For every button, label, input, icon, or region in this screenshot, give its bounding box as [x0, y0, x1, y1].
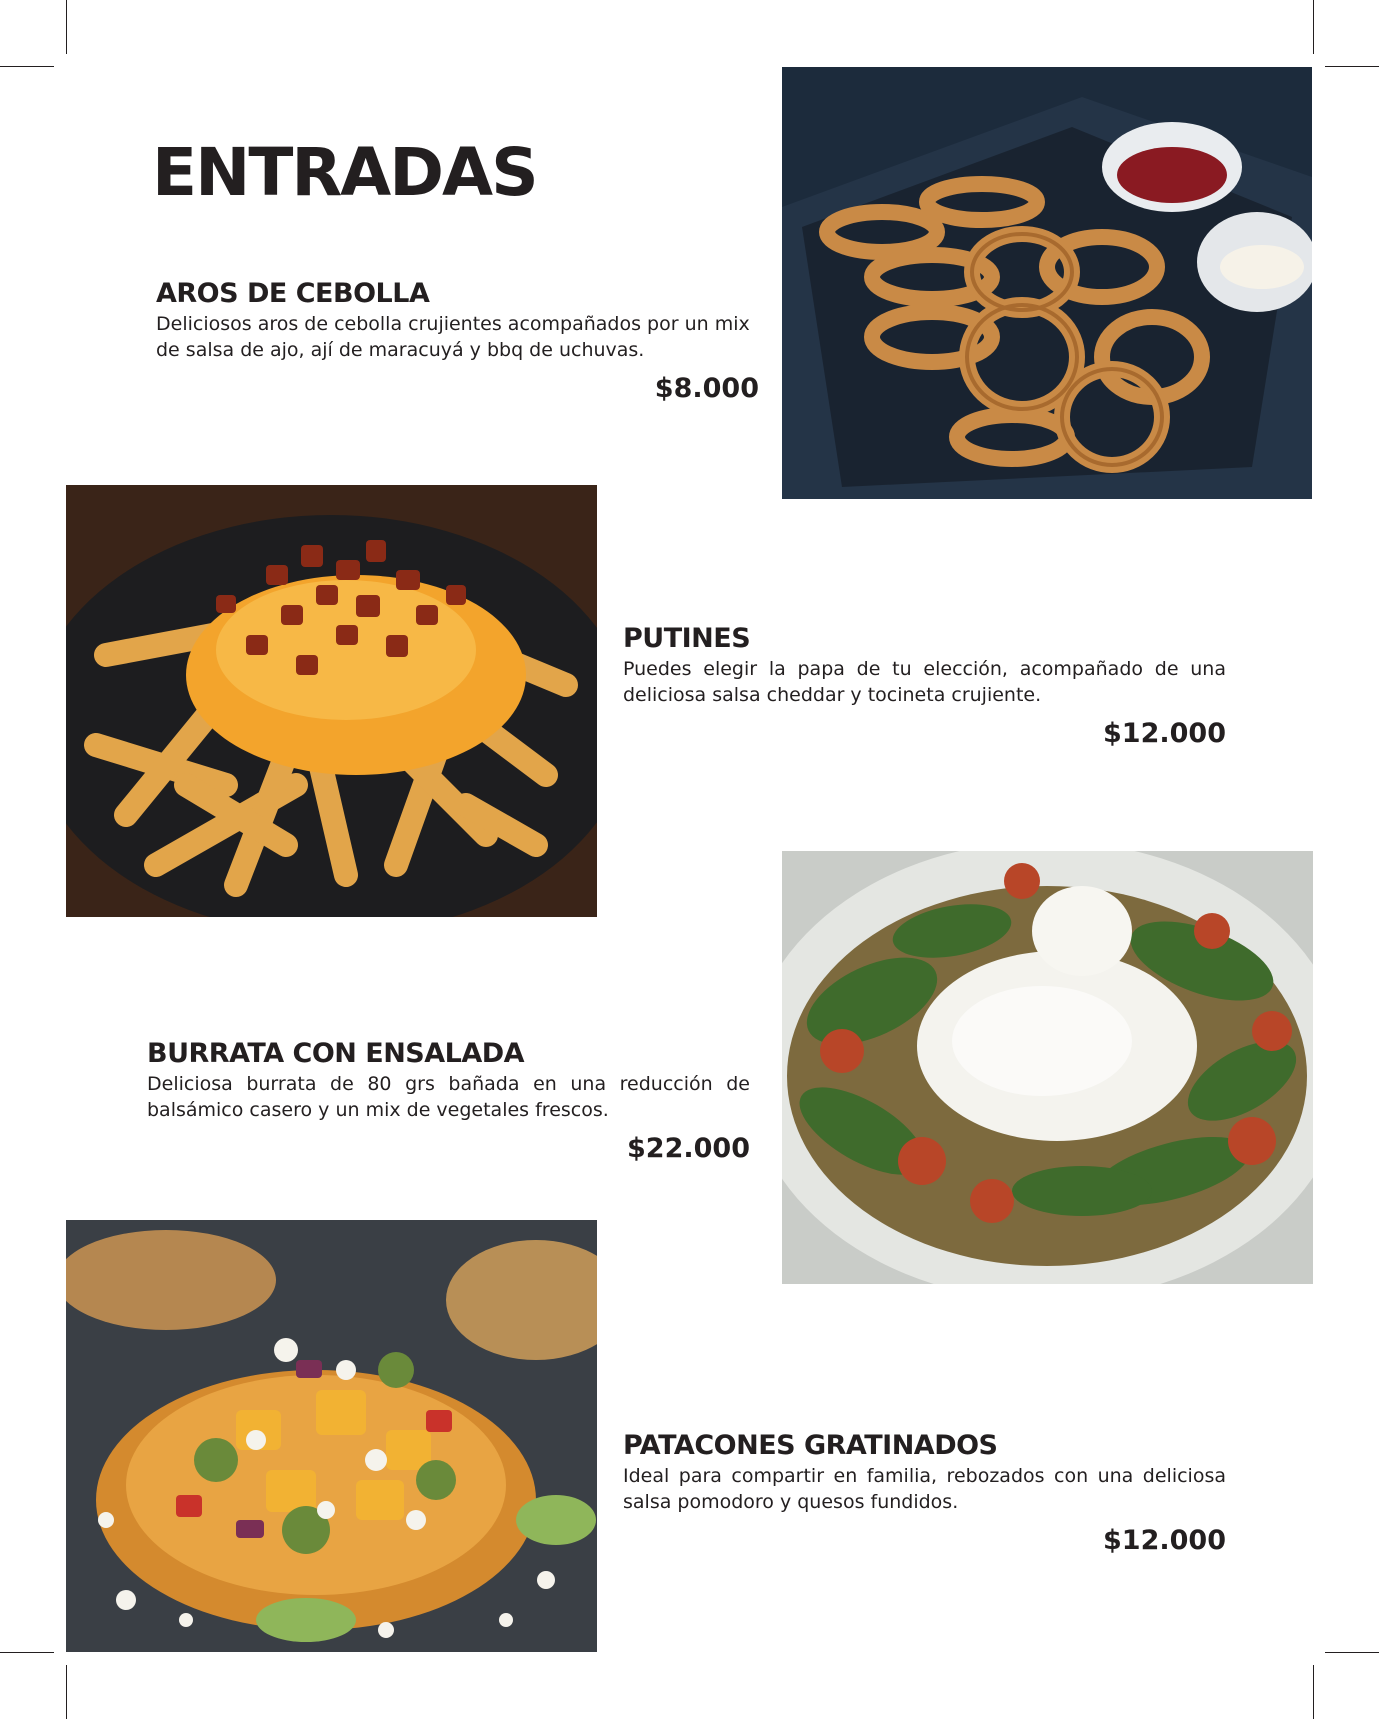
- menu-item-patacones-gratinados: [623, 1430, 1226, 1556]
- item-description: Puedes elegir la papa de tu elección, acompañado de una deliciosa salsa cheddar y tocineta crujiente.: [623, 658, 1226, 707]
- item-name: AROS DE CEBOLLA: [156, 278, 430, 309]
- burrata-salad-photo: [782, 851, 1313, 1284]
- crop-mark-bottom-left: [0, 1652, 54, 1653]
- crop-mark-bottom-right: [1313, 1665, 1314, 1719]
- item-price: $12.000: [1103, 718, 1226, 750]
- menu-item-putines: [623, 623, 1226, 749]
- page-title: ENTRADAS: [152, 134, 537, 211]
- item-name: PUTINES: [623, 623, 751, 654]
- crop-mark-top-right: [1325, 66, 1379, 67]
- menu-item-aros-de-cebolla: [156, 278, 759, 404]
- crop-mark-top-left: [0, 66, 54, 67]
- item-name: PATACONES GRATINADOS: [623, 1430, 998, 1461]
- item-description: Ideal para compartir en familia, rebozados con una deliciosa salsa pomodoro y quesos fundidos.: [623, 1465, 1226, 1514]
- patacones-photo: [66, 1220, 597, 1652]
- crop-mark-bottom-left: [66, 1665, 67, 1719]
- crop-mark-bottom-right: [1325, 1652, 1379, 1653]
- item-price: $8.000: [654, 373, 759, 405]
- crop-mark-top-left: [66, 0, 67, 54]
- item-name: BURRATA CON ENSALADA: [147, 1038, 525, 1069]
- menu-item-burrata-con-ensalada: [147, 1038, 750, 1164]
- crop-mark-top-right: [1313, 0, 1314, 54]
- item-price: $22.000: [627, 1133, 750, 1165]
- poutine-photo: [66, 485, 597, 917]
- item-price: $12.000: [1103, 1525, 1226, 1557]
- item-description: Deliciosos aros de cebolla crujientes acompañados por un mix de salsa de ajo, ají de maracuyá y bbq de uchuvas.: [156, 313, 750, 362]
- item-description: Deliciosa burrata de 80 grs bañada en una reducción de balsámico casero y un mix de vegetales frescos.: [147, 1073, 750, 1122]
- onion-rings-photo: [782, 67, 1312, 499]
